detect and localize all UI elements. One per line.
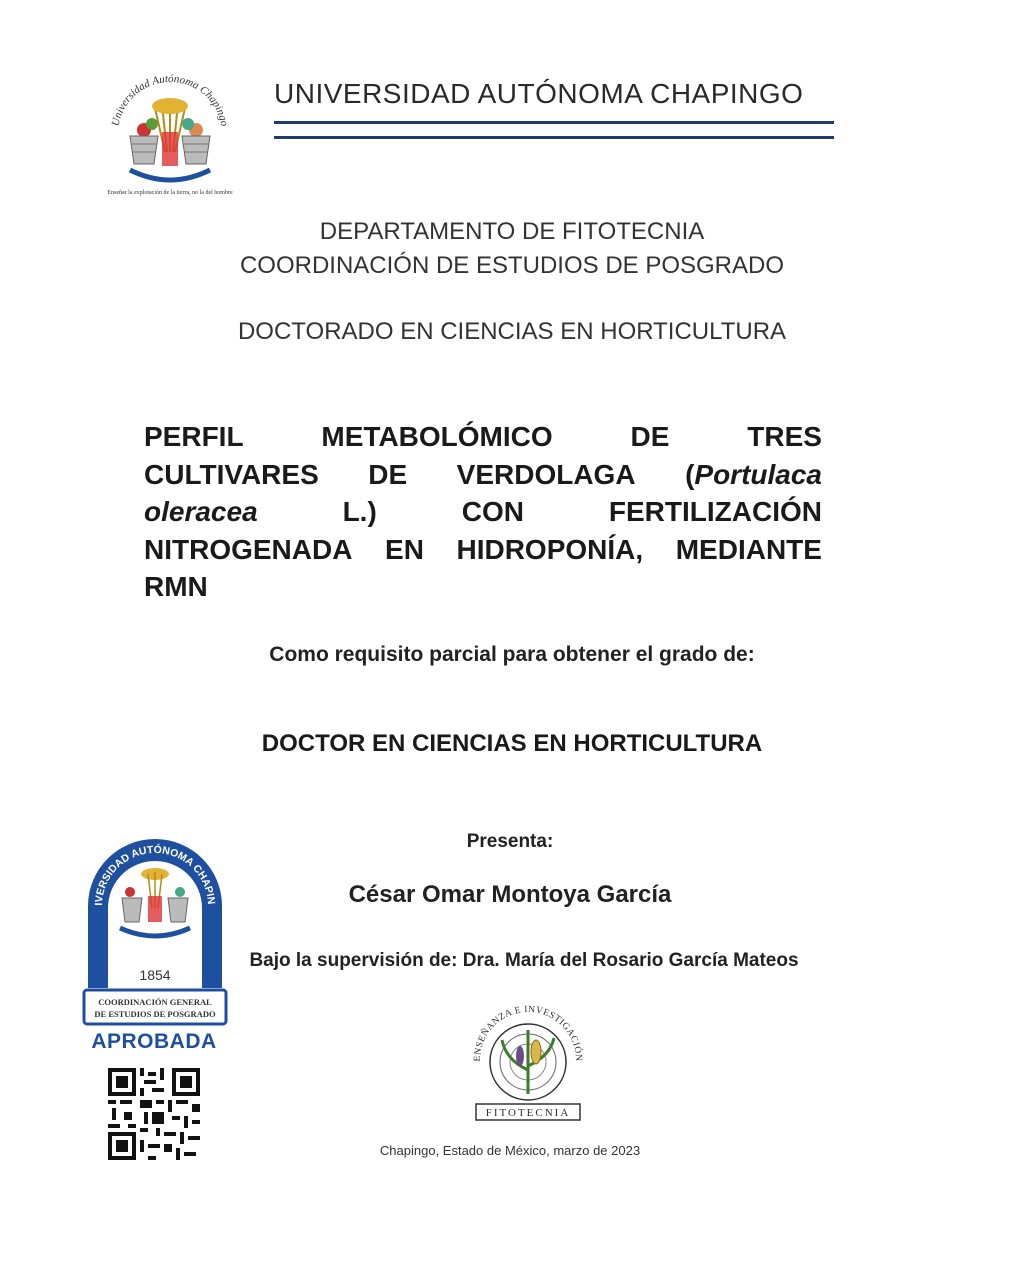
title-word: EN xyxy=(385,533,424,565)
logo-motto: Enseñar la explotación de la tierra, no la del hombre xyxy=(107,190,233,196)
title-word: NITROGENADA xyxy=(144,533,353,565)
seal-year: 1854 xyxy=(139,967,171,983)
university-crest-icon xyxy=(100,72,240,202)
author-name: César Omar Montoya García xyxy=(348,881,672,908)
thesis-title xyxy=(144,418,822,606)
title-word: PERFIL xyxy=(144,421,244,452)
title-word: CON xyxy=(461,496,524,527)
fitotecnia-banner: FITOTECNIA xyxy=(485,1107,571,1119)
title-word: FERTILIZACIÓN xyxy=(608,496,822,527)
title-word: CULTIVARES xyxy=(144,458,319,490)
title-word: DE xyxy=(630,421,670,452)
seal-coordination-1: COORDINACIÓN GENERAL xyxy=(98,997,212,1007)
thesis-title-line xyxy=(144,493,822,531)
thesis-title-line xyxy=(144,568,822,606)
header-rule-top xyxy=(274,121,834,124)
thesis-title-line xyxy=(144,418,822,456)
thesis-title-line xyxy=(144,531,822,569)
thesis-title-line xyxy=(144,456,822,494)
department: DEPARTAMENTO DE FITOTECNIA xyxy=(319,218,705,245)
place-date: Chapingo, Estado de México, marzo de 2023 xyxy=(379,1143,641,1158)
title-word: RMN xyxy=(144,571,208,602)
title-word: VERDOLAGA xyxy=(456,458,636,490)
seal-ring-text: IVERSIDAD AUTÓNOMA CHAPIN xyxy=(92,843,218,906)
university-name: UNIVERSIDAD AUTÓNOMA CHAPINGO xyxy=(274,78,804,109)
title-word: HIDROPONÍA, xyxy=(456,533,644,565)
fitotecnia-logo-icon xyxy=(466,990,590,1126)
header-rule-bottom xyxy=(274,136,834,139)
approval-status: APROBADA xyxy=(91,1030,217,1053)
title-word: MEDIANTE xyxy=(675,533,822,565)
title-word: DE xyxy=(368,458,408,490)
title-word: TRES xyxy=(747,421,822,452)
title-word-scientific: (Portulaca xyxy=(685,458,822,490)
approval-seal-icon xyxy=(80,828,230,1028)
title-word: METABOLÓMICO xyxy=(321,421,553,452)
degree-requirement: Como requisito parcial para obtener el grado de: xyxy=(269,643,755,666)
presenta-label: Presenta: xyxy=(466,831,554,852)
degree-name: DOCTOR EN CIENCIAS EN HORTICULTURA xyxy=(261,730,763,757)
title-word-scientific: oleracea xyxy=(144,496,258,527)
fitotecnia-arc-text: ENSEÑANZA E INVESTIGACIÓN xyxy=(472,1004,584,1062)
logo-ring-text: Universidad Autónoma Chapingo xyxy=(109,72,231,128)
title-word: L.) xyxy=(342,496,377,527)
seal-coordination-2: DE ESTUDIOS DE POSGRADO xyxy=(94,1009,216,1019)
supervisor: Bajo la supervisión de: Dra. María del Rosario García Mateos xyxy=(249,950,799,971)
program-name: DOCTORADO EN CIENCIAS EN HORTICULTURA xyxy=(237,318,787,345)
coordination: COORDINACIÓN DE ESTUDIOS DE POSGRADO xyxy=(239,252,785,279)
